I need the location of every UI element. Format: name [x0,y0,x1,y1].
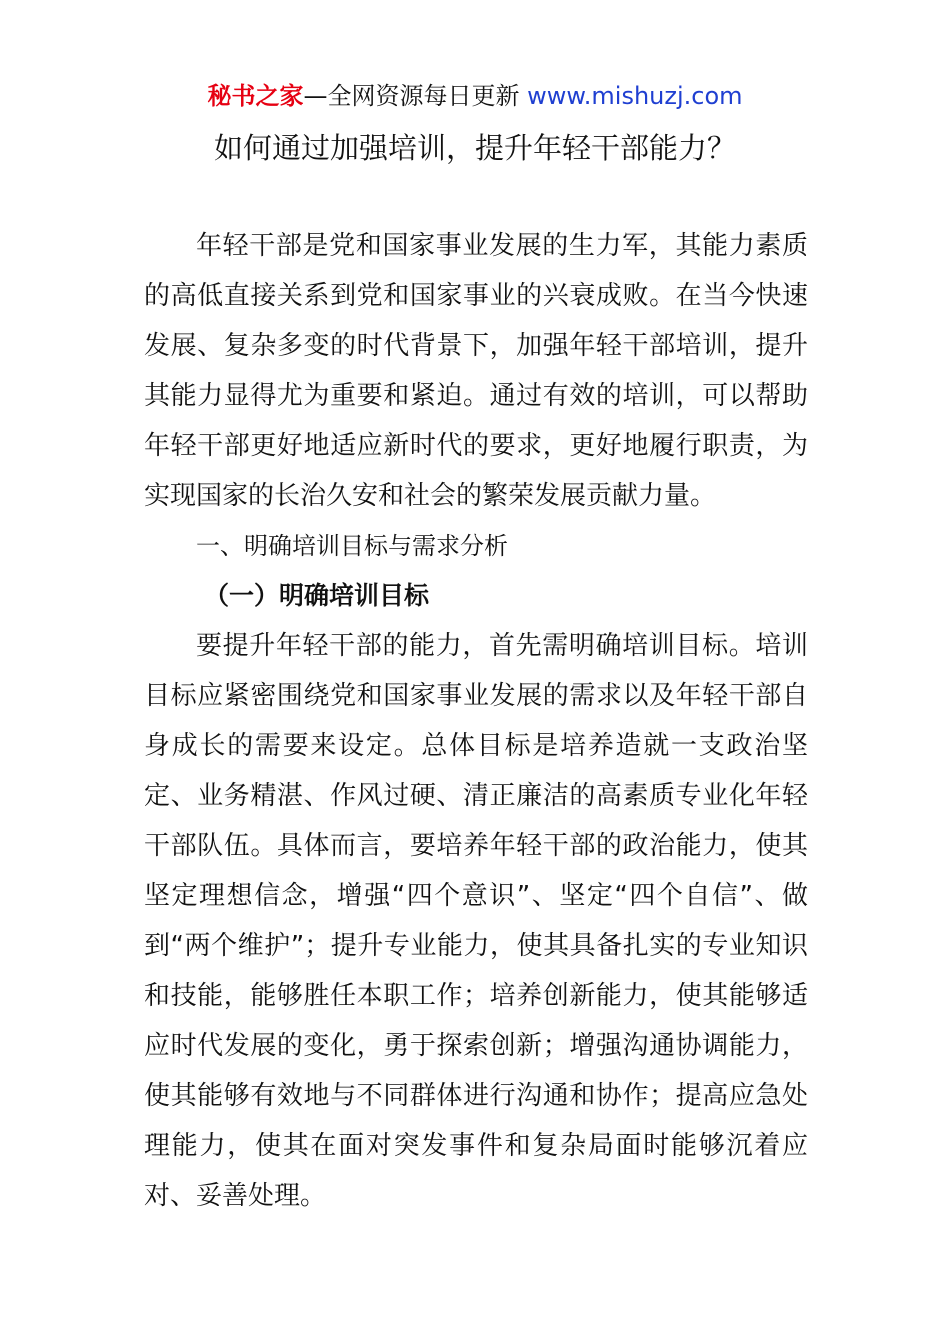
document-title: 如何通过加强培训，提升年轻干部能力？ [213,131,736,165]
site-url-link[interactable]: www.mishuzj.com [527,82,743,110]
subsection-heading: （一）明确培训目标 [204,581,430,610]
document-body [144,221,808,1221]
header-tagline: —全网资源每日更新 [303,82,528,110]
site-header [0,80,950,112]
intro-paragraph: 年轻干部是党和国家事业发展的生力军，其能力素质的高低直接关系到党和国家事业的兴衰成败。在当今快速发展、复杂多变的时代背景下，加强年轻干部培训，提升其能力显得尤为重要和紧迫。通过有效的培训，可以帮助年轻干部更好地适应新时代的要求，更好地履行职责，为实现国家的长治久安和社会的繁荣发展贡献力量。 [144,231,808,511]
body-paragraph: 要提升年轻干部的能力，首先需明确培训目标。培训目标应紧密围绕党和国家事业发展的需求以及年轻干部自身成长的需要来设定。总体目标是培养造就一支政治坚定、业务精湛、作风过硬、清正廉洁的高素质专业化年轻干部队伍。具体而言，要培养年轻干部的政治能力，使其坚定理想信念，增强“四个意识”、坚定“四个自信”、做到“两个维护”；提升专业能力，使其具备扎实的专业知识和技能，能够胜任本职工作；培养创新能力，使其能够适应时代发展的变化，勇于探索创新；增强沟通协调能力，使其能够有效地与不同群体进行沟通和协作；提高应急处理能力，使其在面对突发事件和复杂局面时能够沉着应对、妥善处理。 [144,631,808,1211]
brand-name: 秘书之家 [207,82,304,110]
section-heading: 一、明确培训目标与需求分析 [196,532,508,560]
